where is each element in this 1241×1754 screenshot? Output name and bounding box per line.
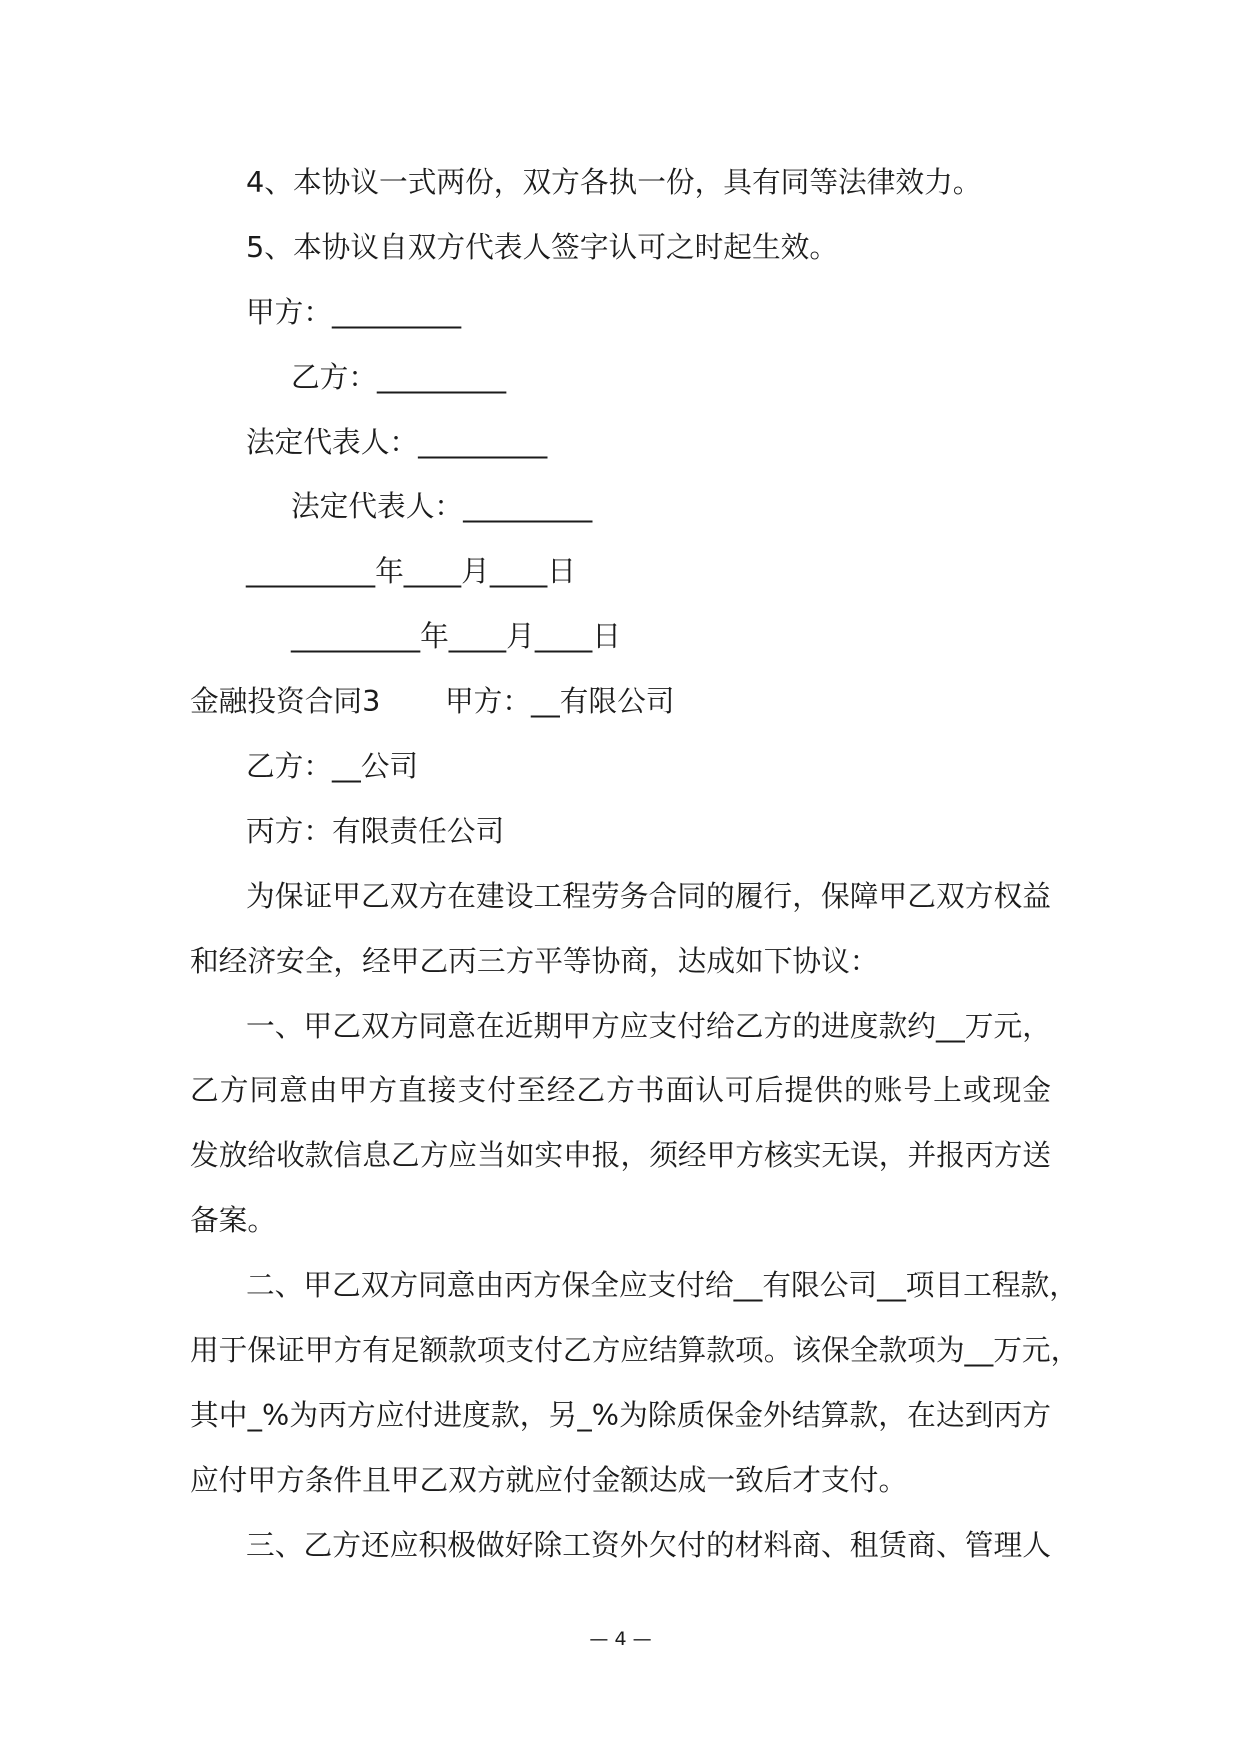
- signature-party-b-date: _________年____月____日: [291, 619, 621, 654]
- contract-party-c: 丙方：有限责任公司: [246, 813, 505, 848]
- article-2-line: 其中_%为丙方应付进度款，另_%为除质保金外结算款，在达到丙方: [190, 1397, 1051, 1432]
- document-body: [0, 150, 1241, 1578]
- signature-party-a-date: _________年____月____日: [246, 554, 576, 589]
- contract-heading-line: [0, 669, 1241, 734]
- clause-4: 4、本协议一式两份，双方各执一份，具有同等法律效力。: [246, 165, 982, 199]
- article-2-line: 二、甲乙双方同意由丙方保全应支付给__有限公司__项目工程款，: [246, 1268, 1078, 1303]
- signature-party-a: 甲方：_________: [246, 294, 462, 329]
- article-2-line: 用于保证甲方有足额款项支付乙方应结算款项。该保全款项为__万元，: [190, 1333, 1080, 1368]
- signature-party-b-representative: 法定代表人：_________: [291, 489, 593, 524]
- contract-party-a: 甲方：__有限公司: [445, 684, 675, 719]
- article-1-line: 乙方同意由甲方直接支付至经乙方书面认可后提供的账号上或现金: [190, 1073, 1051, 1108]
- contract-title: 金融投资合同3: [190, 684, 381, 719]
- contract-party-b: 乙方：__公司: [246, 749, 419, 784]
- preamble-line: 和经济安全，经甲乙丙三方平等协商，达成如下协议：: [190, 943, 879, 978]
- article-3-line: 三、乙方还应积极做好除工资外欠付的材料商、租赁商、管理人: [246, 1527, 1051, 1562]
- article-2-line: 应付甲方条件且甲乙双方就应付金额达成一致后才支付。: [190, 1462, 908, 1497]
- signature-party-b: 乙方：_________: [291, 359, 507, 394]
- article-1-line: 一、甲乙双方同意在近期甲方应支付给乙方的进度款约__万元，: [246, 1008, 1051, 1043]
- article-1-line: 备案。: [190, 1203, 277, 1238]
- preamble-line: 为保证甲乙双方在建设工程劳务合同的履行，保障甲乙双方权益: [246, 878, 1051, 913]
- article-1-line: 发放给收款信息乙方应当如实申报，须经甲方核实无误，并报丙方送: [190, 1138, 1051, 1173]
- signature-party-a-representative: 法定代表人：_________: [246, 424, 548, 459]
- clause-5: 5、本协议自双方代表人签字认可之时起生效。: [246, 229, 839, 264]
- page-number: — 4 —: [589, 1628, 652, 1650]
